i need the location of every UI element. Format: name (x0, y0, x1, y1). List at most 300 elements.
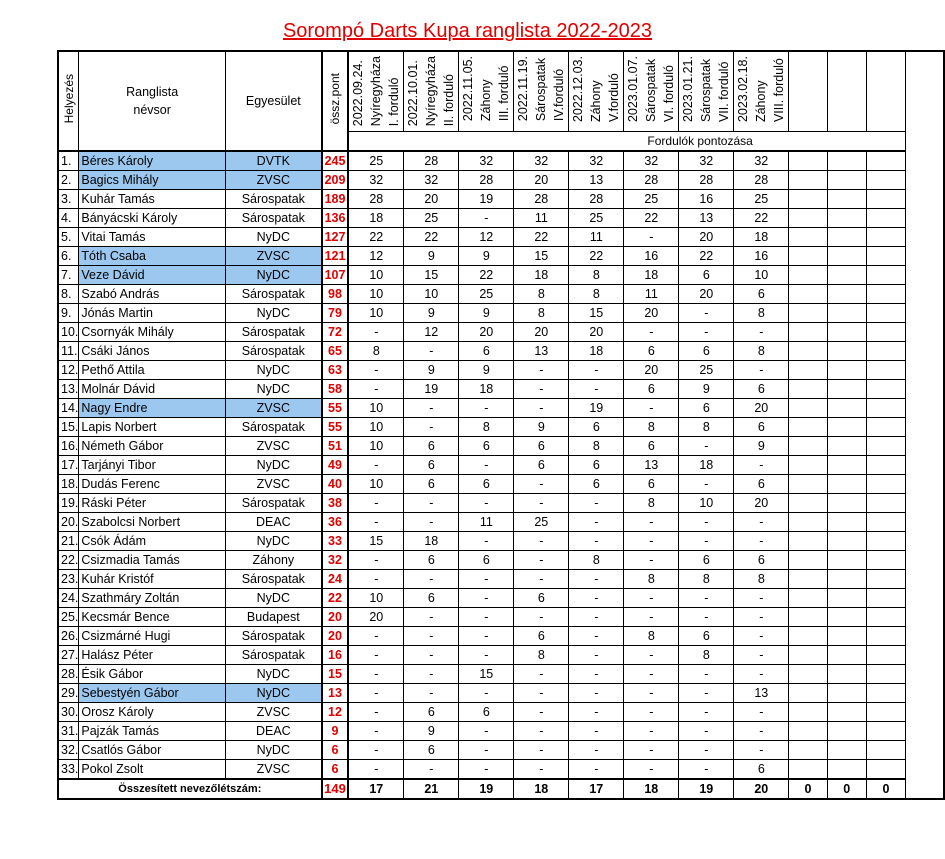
totals-points: 149 (322, 779, 349, 799)
rank-position: 21. (58, 532, 79, 551)
round-score: 8 (679, 418, 734, 437)
total-points: 58 (322, 380, 349, 399)
round-score (827, 437, 866, 456)
round-score: - (348, 361, 404, 380)
total-points: 65 (322, 342, 349, 361)
table-row (58, 627, 944, 646)
round-score: 6 (624, 475, 679, 494)
round-score (827, 266, 866, 285)
round-score: 15 (514, 247, 569, 266)
round-score: 6 (734, 418, 789, 437)
round-entrants: 17 (569, 779, 624, 799)
total-points: 49 (322, 456, 349, 475)
round-score: - (734, 646, 789, 665)
round-header-label: 2023.01.07. Sárospatak VI. forduló (626, 56, 677, 123)
round-score (827, 456, 866, 475)
player-name: Molnár Dávid (79, 380, 226, 399)
round-score: 6 (404, 456, 459, 475)
round-score (789, 570, 827, 589)
round-score: 6 (514, 437, 569, 456)
player-name: Halász Péter (79, 646, 226, 665)
round-score: - (514, 608, 569, 627)
round-score: 25 (514, 513, 569, 532)
round-score: 10 (348, 266, 404, 285)
player-club: NyDC (225, 266, 321, 285)
table-row (58, 437, 944, 456)
player-name: Veze Dávid (79, 266, 226, 285)
player-club: Budapest (225, 608, 321, 627)
round-header (866, 51, 905, 132)
round-score (789, 513, 827, 532)
round-header-label: 2022.10.01. Nyíregyháza II. forduló (406, 56, 457, 127)
round-score (866, 741, 905, 760)
round-score: - (348, 665, 404, 684)
table-row (58, 570, 944, 589)
round-score: 9 (459, 247, 514, 266)
round-score: 8 (734, 304, 789, 323)
table-row (58, 323, 944, 342)
round-score: 9 (679, 380, 734, 399)
round-score: 25 (569, 209, 624, 228)
total-points: 245 (322, 151, 349, 171)
round-score (827, 589, 866, 608)
round-score: - (624, 551, 679, 570)
round-score (866, 684, 905, 703)
round-score (789, 209, 827, 228)
table-row (58, 151, 944, 171)
round-score: - (459, 494, 514, 513)
round-score: - (514, 760, 569, 780)
round-score (866, 151, 905, 171)
round-score: 10 (348, 475, 404, 494)
round-score: 6 (514, 627, 569, 646)
player-club: ZVSC (225, 475, 321, 494)
round-score: 22 (679, 247, 734, 266)
player-name: Szabolcsi Norbert (79, 513, 226, 532)
round-score: - (569, 684, 624, 703)
table-row (58, 361, 944, 380)
round-score: 12 (348, 247, 404, 266)
round-score: - (348, 513, 404, 532)
round-score: 32 (404, 171, 459, 190)
rank-position: 29. (58, 684, 79, 703)
rank-position: 24. (58, 589, 79, 608)
round-score: - (569, 361, 624, 380)
round-header (624, 51, 679, 132)
round-score: 32 (624, 151, 679, 171)
round-header (348, 51, 404, 132)
total-points: 6 (322, 760, 349, 780)
table-row (58, 684, 944, 703)
round-score: - (624, 741, 679, 760)
round-score (827, 228, 866, 247)
round-score: 10 (348, 589, 404, 608)
rank-position: 2. (58, 171, 79, 190)
total-points: 127 (322, 228, 349, 247)
table-row (58, 513, 944, 532)
round-score: 8 (514, 646, 569, 665)
round-score: - (348, 380, 404, 399)
round-score: - (514, 703, 569, 722)
round-entrants: 19 (679, 779, 734, 799)
round-score: - (734, 703, 789, 722)
round-score (866, 703, 905, 722)
round-score: - (459, 608, 514, 627)
rank-position: 10. (58, 323, 79, 342)
table-row (58, 608, 944, 627)
rank-position: 33. (58, 760, 79, 780)
round-score: 32 (514, 151, 569, 171)
total-points: 33 (322, 532, 349, 551)
round-score: 11 (569, 228, 624, 247)
round-score (866, 380, 905, 399)
round-score (789, 741, 827, 760)
round-header (789, 51, 827, 132)
round-score: 28 (404, 151, 459, 171)
round-score (827, 171, 866, 190)
points-header-label: össz.pont (327, 72, 342, 125)
round-score: 18 (514, 266, 569, 285)
total-points: 136 (322, 209, 349, 228)
round-score: - (679, 513, 734, 532)
round-score: 6 (734, 380, 789, 399)
total-points: 79 (322, 304, 349, 323)
round-score: 10 (679, 494, 734, 513)
round-score: 6 (569, 475, 624, 494)
round-score: 6 (514, 456, 569, 475)
round-header (514, 51, 569, 132)
total-points: 63 (322, 361, 349, 380)
table-row (58, 209, 944, 228)
round-score (827, 342, 866, 361)
round-score: 12 (404, 323, 459, 342)
round-score: - (624, 513, 679, 532)
round-score (866, 209, 905, 228)
round-score: - (624, 703, 679, 722)
player-club: NyDC (225, 361, 321, 380)
round-entrants: 21 (404, 779, 459, 799)
total-points: 38 (322, 494, 349, 513)
round-score: - (624, 722, 679, 741)
table-row (58, 703, 944, 722)
table-row (58, 741, 944, 760)
round-score: 6 (404, 551, 459, 570)
round-score (866, 342, 905, 361)
round-score: 20 (514, 323, 569, 342)
round-entrants: 20 (734, 779, 789, 799)
player-name: Sebestyén Gábor (79, 684, 226, 703)
round-score (827, 361, 866, 380)
round-entrants: 18 (514, 779, 569, 799)
table-row (58, 380, 944, 399)
total-points: 24 (322, 570, 349, 589)
rank-position: 14. (58, 399, 79, 418)
round-score (789, 342, 827, 361)
round-score: - (348, 741, 404, 760)
round-score: 20 (348, 608, 404, 627)
round-score: - (514, 665, 569, 684)
round-score: 6 (679, 399, 734, 418)
round-score (827, 513, 866, 532)
round-score: 28 (569, 190, 624, 209)
round-score: - (459, 589, 514, 608)
player-club: DEAC (225, 722, 321, 741)
club-header: Egyesület (225, 51, 321, 151)
total-points: 51 (322, 437, 349, 456)
round-score: 6 (459, 342, 514, 361)
player-name: Orosz Károly (79, 703, 226, 722)
round-score: - (679, 665, 734, 684)
round-score: - (348, 722, 404, 741)
round-score (827, 304, 866, 323)
round-score: 8 (624, 570, 679, 589)
round-score: - (459, 760, 514, 780)
table-row (58, 722, 944, 741)
round-score: - (459, 722, 514, 741)
round-score: 22 (404, 228, 459, 247)
round-score (827, 551, 866, 570)
round-score (866, 608, 905, 627)
round-score (866, 665, 905, 684)
player-club: DVTK (225, 151, 321, 171)
rank-position: 9. (58, 304, 79, 323)
round-score: 9 (404, 361, 459, 380)
table-row (58, 171, 944, 190)
rank-position: 11. (58, 342, 79, 361)
round-score: 22 (459, 266, 514, 285)
round-score: 20 (459, 323, 514, 342)
table-row (58, 551, 944, 570)
player-name: Kecsmár Bence (79, 608, 226, 627)
round-score: 11 (624, 285, 679, 304)
round-score: 6 (404, 437, 459, 456)
round-score: 6 (404, 741, 459, 760)
player-name: Csatlós Gábor (79, 741, 226, 760)
round-score (827, 285, 866, 304)
round-score: - (734, 665, 789, 684)
round-score: - (569, 589, 624, 608)
round-header (679, 51, 734, 132)
player-name: Ráski Péter (79, 494, 226, 513)
round-score: 25 (679, 361, 734, 380)
round-score: - (514, 532, 569, 551)
round-score: - (569, 646, 624, 665)
round-score: - (514, 684, 569, 703)
player-name: Szabó András (79, 285, 226, 304)
round-score: 9 (734, 437, 789, 456)
round-score: 8 (514, 285, 569, 304)
player-club: NyDC (225, 304, 321, 323)
round-score (827, 418, 866, 437)
rank-position: 19. (58, 494, 79, 513)
round-score: - (569, 741, 624, 760)
round-score: - (404, 665, 459, 684)
round-score (866, 646, 905, 665)
round-score: - (569, 570, 624, 589)
round-score: - (348, 456, 404, 475)
round-score: 6 (679, 551, 734, 570)
round-score: 20 (624, 304, 679, 323)
round-score: 6 (679, 342, 734, 361)
round-score: 18 (569, 342, 624, 361)
rank-position: 28. (58, 665, 79, 684)
round-score: 18 (348, 209, 404, 228)
round-score (866, 399, 905, 418)
round-score (866, 228, 905, 247)
table-row (58, 190, 944, 209)
round-score: 28 (459, 171, 514, 190)
total-points: 15 (322, 665, 349, 684)
round-score: 10 (734, 266, 789, 285)
rank-position: 12. (58, 361, 79, 380)
total-points: 22 (322, 589, 349, 608)
round-score: - (624, 399, 679, 418)
round-score: - (514, 475, 569, 494)
round-score: - (459, 209, 514, 228)
player-club: ZVSC (225, 760, 321, 780)
round-score: 18 (679, 456, 734, 475)
player-name: Dudás Ferenc (79, 475, 226, 494)
round-score: - (514, 361, 569, 380)
round-score: 6 (569, 418, 624, 437)
rank-position: 27. (58, 646, 79, 665)
round-score: - (679, 760, 734, 780)
player-club: ZVSC (225, 171, 321, 190)
round-score: 10 (348, 418, 404, 437)
total-points: 209 (322, 171, 349, 190)
round-score: - (348, 703, 404, 722)
round-score: 9 (404, 247, 459, 266)
round-score: 28 (348, 190, 404, 209)
round-score: 13 (679, 209, 734, 228)
round-score: 13 (734, 684, 789, 703)
rank-position: 3. (58, 190, 79, 209)
player-club: Sárospatak (225, 418, 321, 437)
rank-position: 5. (58, 228, 79, 247)
round-score: 8 (679, 646, 734, 665)
rounds-caption-spacer (789, 132, 906, 152)
round-score: 25 (404, 209, 459, 228)
round-score: - (679, 589, 734, 608)
round-score (827, 646, 866, 665)
round-score: - (514, 551, 569, 570)
round-score (789, 151, 827, 171)
round-score (827, 741, 866, 760)
rounds-caption: Fordulók pontozása (348, 132, 789, 152)
total-points: 6 (322, 741, 349, 760)
player-name: Csók Ádám (79, 532, 226, 551)
round-score: 25 (734, 190, 789, 209)
round-score: - (569, 494, 624, 513)
round-score: 18 (624, 266, 679, 285)
round-score: - (569, 722, 624, 741)
player-club: DEAC (225, 513, 321, 532)
player-name: Tarjányi Tibor (79, 456, 226, 475)
round-score: - (514, 741, 569, 760)
round-score: 28 (624, 171, 679, 190)
round-score: - (404, 627, 459, 646)
round-score (789, 266, 827, 285)
round-score: 8 (569, 551, 624, 570)
player-name: Nagy Endre (79, 399, 226, 418)
ranking-table (57, 50, 945, 800)
round-score: - (734, 456, 789, 475)
round-score (827, 380, 866, 399)
round-score: 16 (679, 190, 734, 209)
round-score: - (624, 646, 679, 665)
round-score: - (734, 589, 789, 608)
page-title: Sorompó Darts Kupa ranglista 2022-2023 (282, 20, 653, 42)
round-score: 15 (348, 532, 404, 551)
player-name: Bányácski Károly (79, 209, 226, 228)
round-score: 8 (348, 342, 404, 361)
round-score: 16 (734, 247, 789, 266)
round-score: 28 (679, 171, 734, 190)
round-score: 32 (348, 171, 404, 190)
round-score (866, 551, 905, 570)
table-row (58, 494, 944, 513)
points-header (322, 51, 349, 151)
round-score: - (569, 380, 624, 399)
round-score (866, 190, 905, 209)
round-score: 10 (348, 304, 404, 323)
totals-row (58, 779, 944, 799)
round-score: - (514, 380, 569, 399)
round-score: 20 (679, 228, 734, 247)
player-name: Szathmáry Zoltán (79, 589, 226, 608)
round-score (789, 703, 827, 722)
round-score (866, 171, 905, 190)
totals-label: Összesített nevezőlétszám: (58, 779, 322, 799)
round-score: - (569, 760, 624, 780)
rank-position: 15. (58, 418, 79, 437)
round-score: 20 (569, 323, 624, 342)
round-header-label: 2022.11.05. Záhony III. forduló (461, 56, 512, 122)
player-club: ZVSC (225, 247, 321, 266)
round-score: 8 (679, 570, 734, 589)
round-score (789, 589, 827, 608)
total-points: 72 (322, 323, 349, 342)
player-club: Sárospatak (225, 646, 321, 665)
round-score: - (734, 532, 789, 551)
round-score: 8 (514, 304, 569, 323)
round-score (866, 513, 905, 532)
rank-position: 8. (58, 285, 79, 304)
round-score: 6 (734, 551, 789, 570)
round-score: - (624, 532, 679, 551)
total-points: 9 (322, 722, 349, 741)
round-score (866, 532, 905, 551)
round-score (827, 399, 866, 418)
round-score: - (348, 494, 404, 513)
round-score: 19 (459, 190, 514, 209)
round-score: 19 (569, 399, 624, 418)
round-entrants: 0 (789, 779, 827, 799)
round-score: - (459, 532, 514, 551)
round-score: 16 (624, 247, 679, 266)
player-club: Sárospatak (225, 627, 321, 646)
round-score: - (679, 475, 734, 494)
total-points: 98 (322, 285, 349, 304)
round-entrants: 18 (624, 779, 679, 799)
round-score (789, 646, 827, 665)
total-points: 12 (322, 703, 349, 722)
round-score: - (734, 323, 789, 342)
rank-position: 22. (58, 551, 79, 570)
round-score: 6 (514, 589, 569, 608)
round-score (866, 285, 905, 304)
round-score: 8 (569, 266, 624, 285)
